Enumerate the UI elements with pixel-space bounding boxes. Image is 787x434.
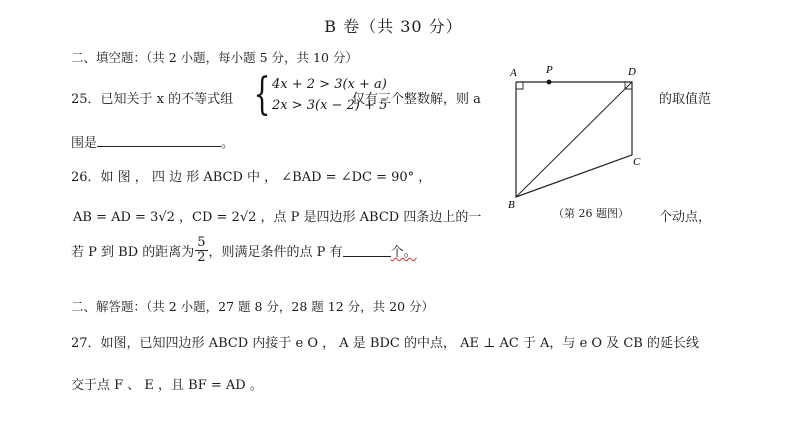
q25-line2: 围是 。 bbox=[71, 136, 235, 151]
label-c: C bbox=[633, 156, 641, 168]
inequality-2: 2x > 3(x − 2) + 5 bbox=[272, 98, 388, 113]
fraction: $\frac{5}{2}$ bbox=[197, 235, 206, 265]
q25-tail: 的取值范 bbox=[659, 92, 712, 107]
point-p bbox=[547, 80, 552, 85]
label-d: D bbox=[628, 66, 636, 78]
q25-prefix: 25．已知关于 x 的不等式组 bbox=[71, 92, 234, 107]
q25-suffix: 仅有三个整数解，则 a bbox=[352, 92, 481, 107]
diagonal-bd bbox=[516, 82, 632, 197]
right-angle-mark-a bbox=[516, 82, 523, 89]
brace-icon: { bbox=[253, 69, 271, 120]
inequality-1: 4x + 2 > 3(x + a) bbox=[272, 77, 387, 92]
quadrilateral-figure bbox=[500, 60, 660, 210]
answer-blank-26[interactable] bbox=[343, 244, 391, 257]
fill-in-heading: 二、填空题：（共 2 小题，每小题 5 分，共 10 分） bbox=[71, 50, 358, 65]
label-b: B bbox=[508, 199, 515, 210]
q26-line3: 若 P 到 BD 的距离为 $\frac{5}{2}$ ，则满足条件的点 P 有 个。 bbox=[71, 235, 417, 265]
q26-line2: AB = AD = 3√2 ，CD = 2√2 ，点 P 是四边形 ABCD 四条边上的一 bbox=[73, 210, 482, 225]
figure-caption: （第 26 题图） bbox=[553, 207, 629, 220]
answer-blank-25[interactable] bbox=[97, 134, 221, 147]
q26-line1: 26．如 图 ， 四 边 形 ABCD 中 ， ∠BAD = ∠DC = 90° ， bbox=[71, 170, 432, 185]
q27-line1: 27．如图，已知四边形 ABCD 内接于 e O ， A 是 BDC 的中点， AE ⊥ AC 于 A，与 e O 及 CB 的延长线 bbox=[71, 336, 699, 351]
section-title: B 卷（共 30 分） bbox=[324, 17, 463, 36]
q26-line2-tail: 个动点， bbox=[659, 210, 712, 225]
solve-heading: 二、解答题：（共 2 小题，27 题 8 分，28 题 12 分，共 20 分） bbox=[71, 299, 435, 314]
q27-line2: 交于点 F 、 E ，且 BF = AD 。 bbox=[71, 378, 263, 393]
label-p: P bbox=[546, 64, 553, 76]
label-a: A bbox=[510, 67, 517, 79]
